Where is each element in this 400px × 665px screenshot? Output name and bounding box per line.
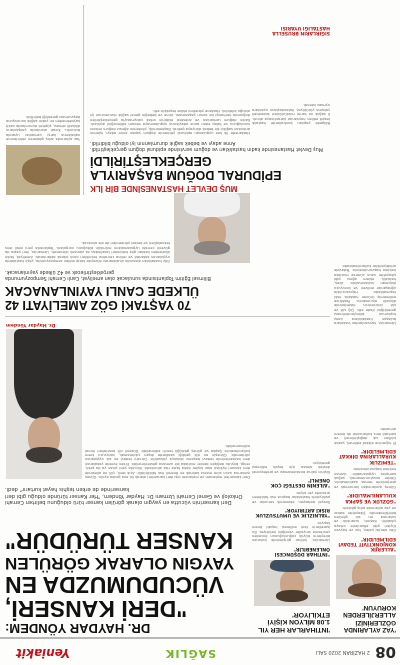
suicide-subhead-2: "YALNIZLIK VE UMUTSUZLUK RİSKİ ARTIRIYOR" xyxy=(255,506,330,518)
birth-story-headline xyxy=(90,154,330,181)
eye-headline-line-2: ÜLKEDE CANLI YAYINLANACAK xyxy=(5,284,200,299)
eye-story-spot: Bilimsel Eğitim Toplantısında sunulacak olan ameliyat, Canlı Cerrahi Sempozyumunda gerçekleştirilecek ve 42 ülkede yayınlanacak. xyxy=(5,269,211,280)
birth-story-spot: Muş Devlet Hastanesinde kadın hastalıkları ve doğum servisinde epidural doğum gerçekleştirildi. Anne adayı ve bebek sağlık durumlarının iyi olduğu bildirildi. xyxy=(90,140,323,151)
page-header xyxy=(0,637,400,665)
allergy-subhead-1: "ALLERJİK KONJONKTİVİT TEDAVİ EDİLMELİDİR" xyxy=(338,535,396,552)
allergy-subhead-3: "TEMİZLİK KURALLARINA DİKKAT EDİLMELİDİR" xyxy=(339,448,396,464)
snakebite-photo xyxy=(6,145,80,195)
lower-mid-columns: Bölgede yapılan kontrollerde hastalık tespit edilen hayvanlar karantinaya alındı. İl sağlık ve tarım müdürlükleri koordineli çalışma yürütüyor. Vatandaşların uyarılara uyması istendi. xyxy=(252,103,330,125)
brucella-caption: SIĞIRLARIN BRUSELLA HASTALIĞI UYARISI xyxy=(272,25,330,35)
birth-story-ribbon: MUŞ DEVLET HASTANESİNDE BİR İLK xyxy=(90,184,238,193)
column-divider xyxy=(83,5,84,195)
section-label: SAĞLIK xyxy=(164,647,216,660)
lead-spot: Deri kanserinin vücutta en yaygın olarak görülen kanser türü olduğunu belirten Cerrahi Onkoloji ve Genel Cerrahi Uzmanı Dr. Haydar Yöndem, "Her Kanser türünde olduğu gibi deri kanserinde de erken teşhis hayat kurtarır" dedi. xyxy=(5,486,243,505)
eye-story-body: Göz hastalıkları alanında uluslararası düzeyde takip edilen sempozyumda, yaşlı hastalarda uygulanan katarakt ve retina cerrahisi teknikleri canlı olarak aktarılacak. Ameliyat, farklı ülkelerden katılan göz hekimleri tarafından eş zamanlı izlenecek. Uzmanlar, ileri yaşta da güvenli cerrahi uygulamaların mümkün olduğunu vurguladı. Toplantıda yeni nesil lens teknolojileri ve tedavi yöntemleri de ele alınacak. xyxy=(5,241,170,263)
eye-headline-line-1: 70 YAŞTAKİ GÖZ AMELİYATI 42 xyxy=(5,298,192,312)
birth-headline-line-2: GERÇEKLEŞTİRİLDİ xyxy=(90,154,212,169)
suicide-subhead-3: "AİLENİN DESTEĞİ ÇOK ÖNEMLİ" xyxy=(270,476,330,488)
allergy-photo xyxy=(336,555,396,599)
suicide-block: 'İNTİHARLAR HER YIL 1.08 MİLYON KİŞİYİ ETKİLİYOR' "İNTİHAR DÜŞÜNCESİ ÖNLENEBİLİR" Uzmanlar, intihar girişiminde bulunan bireylerin büyük çoğunluğunun önceden çevresine sinyaller verdiğini belirtiyor. Bu işaretlerin fark edilmesi hayati önem taşıyor. "YALNIZLIK VE UMUTSUZLUK RİSKİ ARTIRIYOR" Sosyal izolasyon, ekonomik sorunlar ve psikiyatrik hastalıklar başlıca risk faktörleri arasında yer alıyor. "AİLENİN DESTEĞİ ÇOK ÖNEMLİ" Kişinin yalnız bırakılmaması ve profesyonel destek alması için teşvik edilmesi gerekiyor. xyxy=(252,460,330,633)
suicide-photo xyxy=(254,560,330,606)
lead-headline-line-2: "DERİ KANSERİ, xyxy=(5,596,188,622)
lead-headline-line-1: DR. HAYDAR YÖNDEM: xyxy=(5,621,151,636)
suicide-subhead-1: "İNTİHAR DÜŞÜNCESİ ÖNLENEBİLİR" xyxy=(274,545,330,557)
doctor-photo-caption: Dr. Haydar Yöndem xyxy=(6,322,56,327)
eye-story-headline xyxy=(5,284,250,311)
doctor-photo xyxy=(6,329,82,479)
page-date: 2 HAZİRAN 2020 SALI xyxy=(315,649,370,655)
allergy-column: 'YAZ AYLARINDA GÖZLERİNİZİ ALLERJİLERDEN KORUYUN' "ALLERJİK KONJONKTİVİT TEDAVİ EDİLMELİDİR" Göz alerjisi polen, toz ve hayvan tüyleri gibi etkenlerle ortaya çıkabilir. Kaşıntı, kızarıklık ve sulanma en sık görülen belirtilerdendir. Şikayetler bahar ve yaz aylarında artış gösterir. "GÖZLÜK VE ŞAPKA KULLANILMALIDIR" Güneş ışınlarından korunmak ve alerjenlerle temas azaltılmalıdır. Gözler ovuşturulmamalı, soğuk kompres uygulanabilir. Uzman hekime başvurulmalıdır. "TEMİZLİK KURALLARINA DİKKAT EDİLMELİDİR" El hijyenine dikkat edilmeli, yastık kılıfları sık değiştirilmeli ve kontakt lens kullananlar ek önlem almalıdır. xyxy=(334,427,396,633)
lower-left-columns: Uzmanlar, hayvanlardan insanlara bulaşan hastalıklara karşı toplumun bilinçlendirilmesi gerektiğini ifade etti. Çiğ süt ve süt ürünlerinin tüketiminde dikkatli olunmalıdır. Pastörize edilmemiş ürünler hastalık riski taşımaktadır. Hayvancılıkla uğraşanlar eldiven ve koruyucu ekipman kullanmalıdır. Ateş, halsizlik, eklem ağrısı gibi şikayetler uzun sürerse mutlaka hekime başvurulmalıdır. Tedavide antibiyotikler kullanılmaktadır. xyxy=(334,263,396,325)
lead-headline-line-4: YAYGIN OLARAK GÖRÜLEN xyxy=(5,554,235,573)
lead-headline-line-5: KANSER TÜRÜDÜR" xyxy=(5,528,234,554)
eye-surgery-photo xyxy=(174,193,250,263)
suicide-headline: 'İNTİHARLAR HER YIL 1.08 MİLYON KİŞİYİ ETKİLİYOR' xyxy=(258,610,330,633)
allergy-subhead-2: "GÖZLÜK VE ŞAPKA KULLANILMALIDIR" xyxy=(345,492,396,503)
page-number: 08 xyxy=(375,643,396,661)
right-lower-body: Yaz aylarında artış gösteren zehirlenme vakalarına karşı uzmanlar uyarıda bulundu. Kırsal alanlarda çalışanların dikkatli olması, şüpheli durumlarda vakit kaybetmeden en yakın sağlık kuruluşuna başvurması gerektiği belirtildi. xyxy=(6,114,80,141)
newspaper-logo: Yeniakit xyxy=(16,646,70,660)
lead-headline xyxy=(5,529,250,635)
birth-story-body: Hastanede ilk kez uygulanan epidural yöntemle doğum yapan anne adayı, işlemin ardından sağlıklı bir bebek dünyaya getirdi. Başhekimlik, yöntemin ağrısız doğum imkanı sunduğunu ve talep eden anne adaylarına uygulanmaya devam edileceğini açıkladı. Kadın doğum uzmanları ve anestezi ekibinin ortak çalışmasıyla gerçekleştirilen doğumda herhangi bir sorun yaşanmadı. Anne ve bebeğin genel sağlık durumunun iyi olduğu bildirildi. Hastane yönetimi ekibe teşekkür etti. xyxy=(90,108,250,135)
section-divider xyxy=(5,316,330,317)
lead-body-columns: Deri kanserleri melanom ve melanom dışı deri kanserleri olarak iki ana gruba ayrılır. Güneş ışınlarına uzun süre maruz kalmak en önemli risk faktörüdür. Açık tenli, çilli ve ailesinde deri kanseri öyküsü olan kişiler daha fazla risk altındadır. Vücutta yeni çıkan ya da şekli, rengi, boyutu değişen benler mutlaka bir uzmana gösterilmelidir. Erken evrede yakalanan deri kanserlerinde tedavi başarısı oldukça yüksektir. Cerrahi tedavi en sık uygulanan yöntemdir. Güneşin en dik geldiği saatlerde dışarı çıkılmamalı, koruyucu krem kullanılmalıdır. Şapka ve güneş gözlüğü tercih edilmelidir. Düzenli cilt kontrolleri ihmal edilmemelidir. xyxy=(85,444,250,479)
lead-headline-line-3: VÜCUDUMUZDA EN xyxy=(5,572,224,598)
birth-headline-line-1: EPİDURAL DOĞUM BAŞARIYLA xyxy=(90,168,282,182)
allergy-headline: 'YAZ AYLARINDA GÖZLERİNİZİ ALLERJİLERDEN KORUYUN' xyxy=(343,603,396,633)
